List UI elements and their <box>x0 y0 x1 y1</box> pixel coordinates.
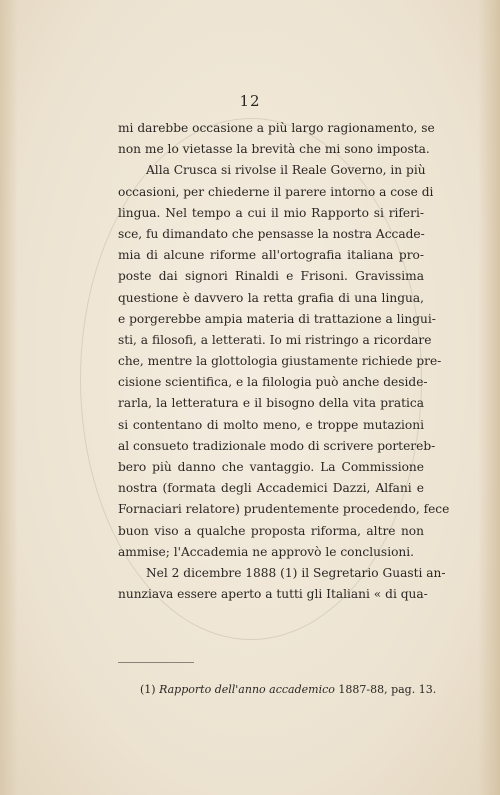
text-line: si contentano di molto meno, e troppe mutazioni <box>118 417 424 432</box>
text-line: che, mentre la glottologia giustamente richiede pre- <box>118 354 442 369</box>
text-line: buon viso a qualche proposta riforma, altre non <box>118 523 424 538</box>
text-line: cisione scientifica, e la filologia può anche deside- <box>118 375 428 390</box>
text-line: non me lo vietasse la brevità che mi sono imposta. <box>118 142 430 157</box>
text-line: sti, a filosofi, a letterati. Io mi ristringo a ricordare <box>118 332 432 347</box>
text-line: bero più danno che vantaggio. La Commissione <box>118 460 424 474</box>
footnote-reference: 1887-88, pag. 13. <box>338 683 437 696</box>
text-line: lingua. Nel tempo a cui il mio Rapporto si riferi- <box>118 205 424 220</box>
text-line: mia di alcune riforme all'ortografia italiana pro- <box>118 248 424 263</box>
footnote-marker: (1) <box>140 683 156 696</box>
page-edge-left <box>0 0 18 795</box>
footnote-title: Rapporto dell'anno accademico <box>159 683 335 696</box>
text-line: al consueto tradizionale modo di scrivere portereb- <box>118 438 436 453</box>
text-line: nunziava essere aperto a tutti gli Italiani « di qua- <box>118 587 428 602</box>
text-line: rarla, la letteratura e il bisogno della vita pratica <box>118 396 424 411</box>
footnote-divider <box>118 662 194 663</box>
text-line: questione è davvero la retta grafia di una lingua, <box>118 290 424 305</box>
text-line: Alla Crusca si rivolse il Reale Governo, in più <box>146 163 426 178</box>
text-line: mi darebbe occasione a più largo ragionamento, se <box>118 121 435 135</box>
text-line: occasioni, per chiederne il parere intorno a cose di <box>118 184 434 199</box>
text-line: sce, fu dimandato che pensasse la nostra Accade- <box>118 226 425 241</box>
page-number: 12 <box>239 92 261 110</box>
footnote <box>140 683 437 696</box>
text-line: poste dai signori Rinaldi e Frisoni. Gravissima <box>118 269 424 284</box>
text-line: e porgerebbe ampia materia di trattazione a lingui- <box>118 311 436 326</box>
body-text <box>118 118 450 605</box>
text-line: Fornaciari relatore) prudentemente procedendo, fece <box>118 502 450 517</box>
page-edge-right <box>478 0 500 795</box>
text-line: nostra (formata degli Accademici Dazzi, Alfani e <box>118 481 424 496</box>
text-line: ammise; l'Accademia ne approvò le conclusioni. <box>118 544 415 559</box>
text-line: Nel 2 dicembre 1888 (1) il Segretario Guasti an- <box>146 565 446 580</box>
